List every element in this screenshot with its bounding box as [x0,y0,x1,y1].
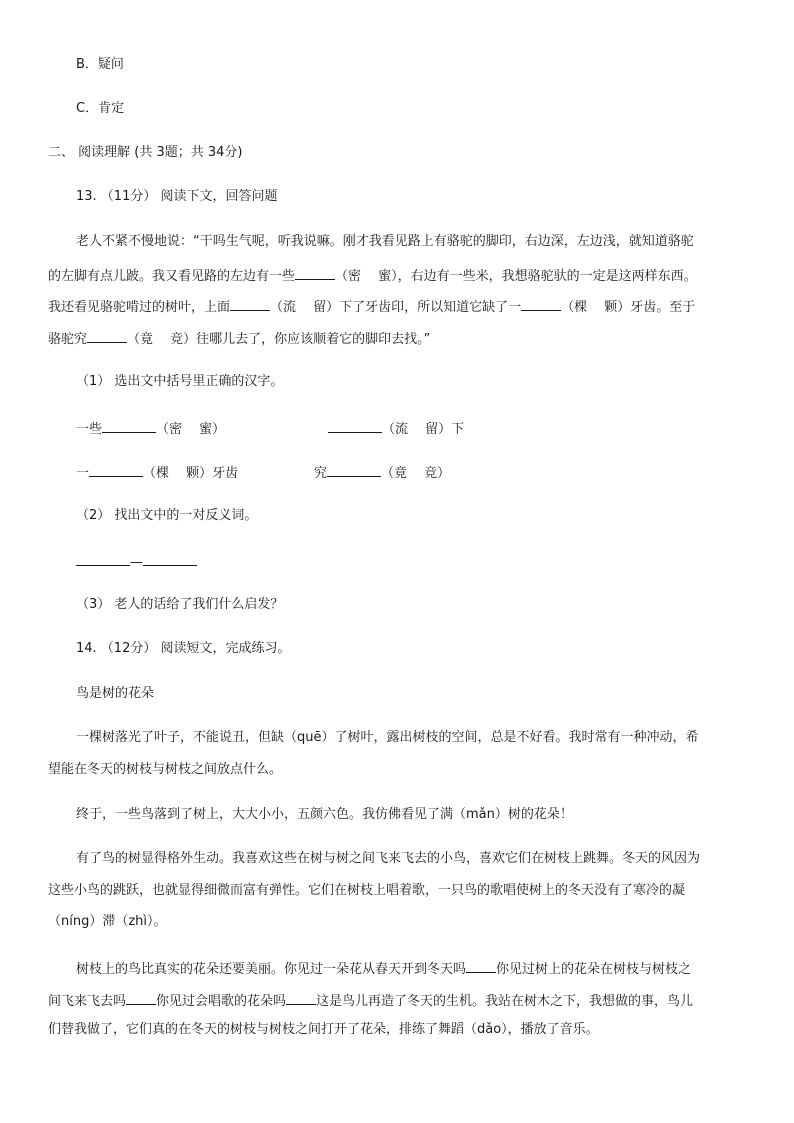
answer-blank [286,990,316,1005]
p3-line-3: （níng）滞（zhì）。 [48,914,167,929]
answer-blank [87,328,127,343]
sub1-row2-left: 一 （棵 颗）牙齿 [76,462,238,483]
question-14-header: 14. （12分） 阅读短文，完成练习。 [76,641,291,656]
passage-line-4: 骆驼究 （竟 竞）往哪儿去了，你应该顺着它的脚印去找。” [48,328,748,349]
subquestion-2-prompt: （2） 找出文中的一对反义词。 [76,508,258,523]
passage-title: 鸟是树的花朵 [76,686,155,701]
answer-blank [76,551,130,566]
question-13-header: 13. （11分） 阅读下文，回答问题 [76,189,278,204]
p3-line-2: 这些小鸟的跳跃，也就显得细微而富有弹性。它们在树枝上唱着歌，一只鸟的歌唱使树上的冬天没有了寒冷的凝 [48,883,686,898]
p3-line-1: 有了鸟的树显得格外生动。我喜欢这些在树与树之间飞来飞去的小鸟，喜欢它们在树枝上跳舞。冬天的风因为 [76,851,701,866]
answer-blank [230,296,270,311]
p4-line-2: 间飞来飞去吗 你见过会唱歌的花朵吗 这是鸟儿再造了冬天的生机。我站在树木之下，我想做的事，鸟儿 [48,990,748,1011]
p1-line-2: 望能在冬天的树枝与树枝之间放点什么。 [48,762,283,777]
option-c: C．肯定 [76,101,125,116]
answer-blank [126,990,156,1005]
subquestion-3-prompt: （3） 老人的话给了我们什么启发？ [76,597,284,612]
answer-blank [102,418,156,433]
subquestion-1-prompt: （1） 选出文中括号里正确的汉字。 [76,374,284,389]
p4-line-3: 们替我做了，它们真的在冬天的树枝与树枝之间打开了花朵，排练了舞蹈（dǎo），播放了音乐。 [48,1022,599,1037]
passage-line-2: 的左脚有点儿跛。我又看见路的左边有一些 （密 蜜），右边有一些米，我想骆驼驮的一定是这两样东西。 [48,265,748,286]
answer-blank [521,296,561,311]
answer-blank [328,418,382,433]
passage-line-3: 我还看见骆驼啃过的树叶，上面 （流 留）下了牙齿印，所以知道它缺了一 （棵 颗）牙齿。至于 [48,296,748,317]
p4-line-1: 树枝上的鸟比真实的花朵还要美丽。你见过一朵花从春天开到冬天吗 你见过树上的花朵在树枝与树枝之 [76,958,691,979]
p2-line-1: 终于，一些鸟落到了树上，大大小小，五颜六色。我仿佛看见了满（mǎn）树的花朵！ [76,807,573,822]
sub1-row1-right: （流 留）下 [328,418,464,439]
answer-blank [466,958,496,973]
answer-blank [327,462,381,477]
option-b: B．疑问 [76,57,124,72]
sub2-answer-row: — [76,551,197,572]
answer-blank [143,551,197,566]
section-title: 二、 阅读理解 (共 3题；共 34分) [48,145,243,160]
answer-blank [295,265,335,280]
sub1-row2-right: 究 （竟 竞） [314,462,450,483]
sub1-row1-left: 一些 （密 蜜） [76,418,225,439]
p1-line-1: 一棵树落光了叶子，不能说丑，但缺（quē）了树叶，露出树枝的空间，总是不好看。我时常有一种冲动，希 [76,730,699,745]
passage-line-1: 老人不紧不慢地说：“干吗生气呢，听我说嘛。刚才我看见路上有骆驼的脚印，右边深，左边浅，就知道骆驼 [76,234,694,249]
answer-blank [89,462,143,477]
